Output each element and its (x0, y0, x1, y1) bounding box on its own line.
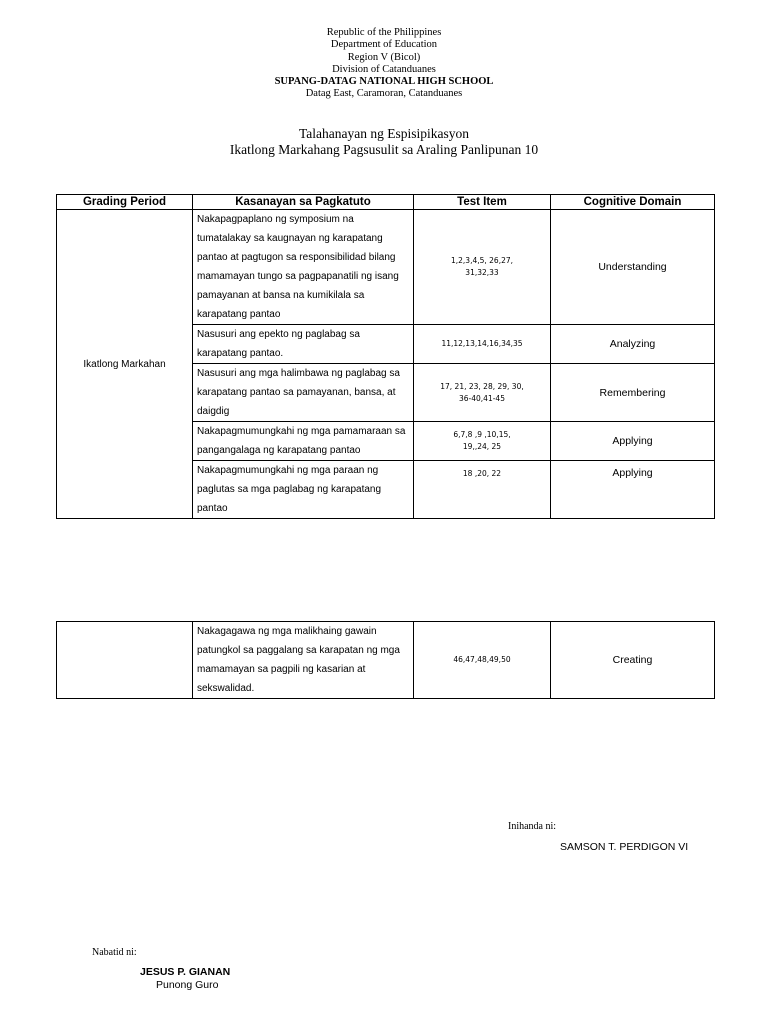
header-division: Division of Catanduanes (332, 63, 436, 75)
cognitive-domain-cell: Analyzing (551, 325, 715, 364)
cognitive-domain-cell: Applying (551, 461, 715, 519)
prepared-by-label: Inihanda ni: (508, 821, 557, 832)
skill-cell: Nasusuri ang epekto ng paglabag sa karapatang pantao. (193, 325, 414, 364)
header-region: Region V (Bicol) (347, 51, 421, 63)
header-school-name: SUPANG-DATAG NATIONAL HIGH SCHOOL (274, 76, 494, 88)
specification-table (56, 194, 715, 519)
header-republic: Republic of the Philippines (326, 27, 442, 38)
prepared-by-name: SAMSON T. PERDIGON VI (560, 841, 689, 853)
document-title (0, 126, 768, 158)
cognitive-domain-cell: Remembering (551, 364, 715, 422)
test-item-cell (414, 422, 551, 461)
test-item-cell: 11,12,13,14,16,34,35 (414, 325, 551, 364)
skill-cell: Nasusuri ang mga halimbawa ng paglabag sa karapatang pantao sa pamayanan, bansa, at daigdig (193, 364, 414, 422)
test-item-cell: 46,47,48,49,50 (414, 622, 551, 699)
title-line-1: Talahanayan ng Espisipikasyon (298, 126, 469, 141)
test-item-text: 17, 21, 23, 28, 29, 30, 36-40,41-45 (440, 381, 524, 403)
title-line-2: Ikatlong Markahang Pagsusulit sa Araling Panlipunan 10 (229, 142, 539, 157)
specification-table-continued (56, 621, 715, 699)
cognitive-domain-cell: Understanding (551, 210, 715, 325)
test-item-cell: 18 ,20, 22 (414, 461, 551, 519)
test-item-cell (414, 364, 551, 422)
skill-cell: Nakagagawa ng mga malikhaing gawain patungkol sa paggalang sa karapatan ng mga mamamayan sa pagpili ng kasarian at sekswalidad. (193, 622, 414, 699)
noted-by-name: JESUS P. GIANAN (140, 966, 231, 978)
table-header-row (57, 195, 715, 210)
grading-period-cell: Ikatlong Markahan (57, 210, 193, 519)
skill-cell: Nakapagmumungkahi ng mga paraan ng paglutas sa mga paglabag ng karapatang pantao (193, 461, 414, 519)
header-kasanayan: Kasanayan sa Pagkatuto (193, 195, 414, 210)
grading-period-cell-empty (57, 622, 193, 699)
header-test-item: Test Item (414, 195, 551, 210)
header-cognitive-domain: Cognitive Domain (551, 195, 715, 210)
document-header (0, 27, 768, 101)
cognitive-domain-cell: Applying (551, 422, 715, 461)
header-grading-period: Grading Period (57, 195, 193, 210)
test-item-text: 6,7,8 ,9 ,10,15, 19,,24, 25 (453, 430, 511, 451)
table-row (57, 622, 715, 699)
header-department: Department of Education (330, 39, 438, 51)
noted-by-title: Punong Guro (156, 979, 219, 991)
skill-cell: Nakapagmumungkahi ng mga pamamaraan sa pangangalaga ng karapatang pantao (193, 422, 414, 461)
skill-cell: Nakapagpaplano ng symposium na tumatalakay sa kaugnayan ng karapatang pantao at pagtugon sa responsibilidad bilang mamamayan tungo sa pagpapanatili ng isang pamayanan at bansa na kumikilala sa karapatang pantao (193, 210, 414, 325)
test-item-cell (414, 210, 551, 325)
header-address: Datag East, Caramoran, Catanduanes (305, 88, 463, 100)
noted-by-label: Nabatid ni: (92, 947, 137, 958)
table-row (57, 210, 715, 325)
cognitive-domain-cell: Creating (551, 622, 715, 699)
test-item-text: 1,2,3,4,5, 26,27, 31,32,33 (450, 256, 514, 277)
